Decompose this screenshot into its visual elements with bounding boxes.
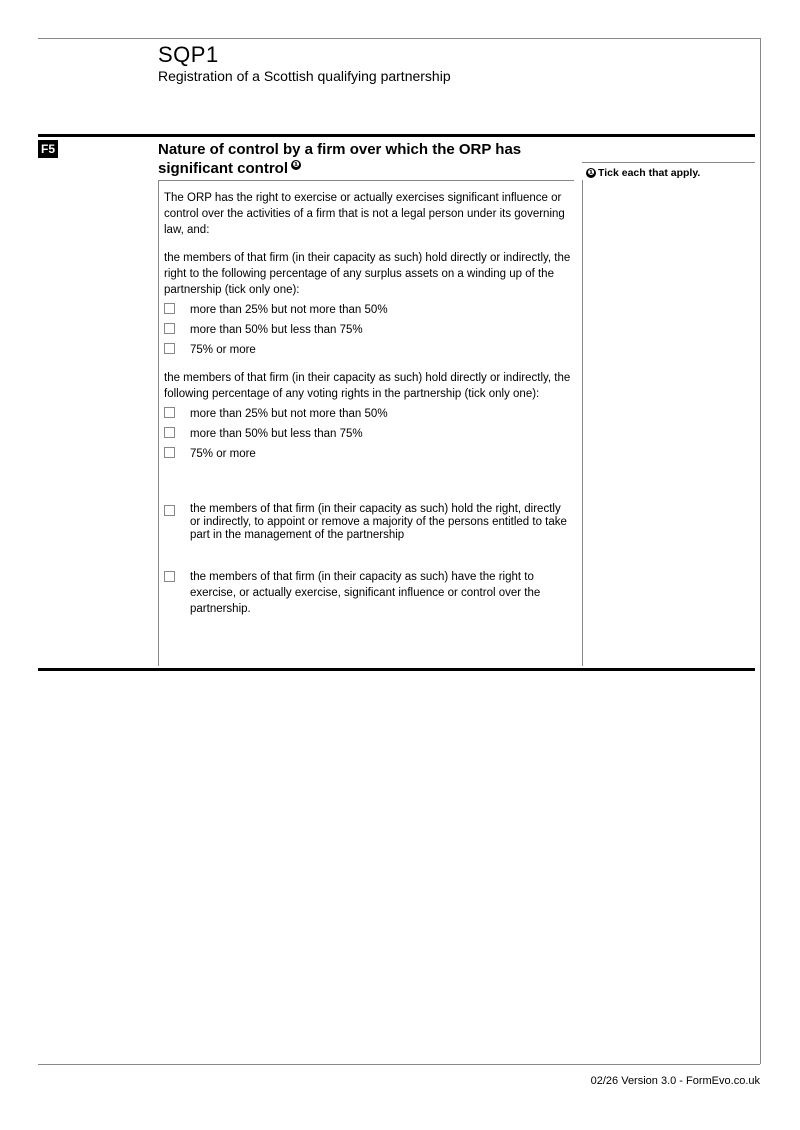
appoint-remove-checkbox[interactable] — [164, 505, 175, 516]
option-label: more than 25% but not more than 50% — [190, 304, 388, 316]
guidance-rule — [582, 162, 755, 163]
content-box-left — [158, 180, 159, 666]
content-box-right — [582, 180, 583, 666]
guidance-note — [586, 167, 700, 179]
surplus-assets-paragraph: the members of that firm (in their capacity as such) hold directly or indirectly, the right to the following percentage of any surplus assets on a winding up of the partnership (tick only one): — [164, 252, 571, 296]
section-top-rule — [38, 134, 755, 137]
surplus-75-plus-checkbox[interactable] — [164, 343, 175, 354]
influence-control-option[interactable] — [164, 569, 574, 617]
top-rule — [38, 38, 760, 39]
influence-control-checkbox[interactable] — [164, 571, 175, 582]
voting-25-50-checkbox[interactable] — [164, 407, 175, 418]
voting-50-75-checkbox[interactable] — [164, 427, 175, 438]
footer-version: 02/26 Version 3.0 - FormEvo.co.uk — [590, 1075, 760, 1087]
option-label: more than 50% but less than 75% — [190, 324, 363, 336]
surplus-25-50-checkbox[interactable] — [164, 303, 175, 314]
surplus-50-75-checkbox[interactable] — [164, 323, 175, 334]
section-heading — [158, 140, 538, 178]
info-icon: ❶ — [292, 160, 300, 169]
bottom-rule — [38, 1064, 760, 1065]
voting-rights-paragraph: the members of that firm (in their capacity as such) hold directly or indirectly, the following percentage of any voting rights in the partnership (tick only one): — [164, 372, 571, 400]
section-badge: F5 — [38, 140, 58, 158]
influence-control-text: the members of that firm (in their capacity as such) have the right to exercise, or actually exercise, significant influence or control over the partnership. — [190, 571, 541, 615]
option-label: 75% or more — [190, 344, 256, 356]
right-rule — [760, 38, 761, 1064]
form-title: Registration of a Scottish qualifying partnership — [158, 68, 451, 84]
voting-75-plus-checkbox[interactable] — [164, 447, 175, 458]
guidance-text: Tick each that apply. — [598, 167, 701, 179]
option-label: 75% or more — [190, 448, 256, 460]
intro-paragraph: The ORP has the right to exercise or actually exercises significant influence or control over the activities of a firm that is not a legal person under its governing law, and: — [164, 192, 565, 236]
content-box-top — [158, 180, 574, 181]
info-icon: ❶ — [587, 168, 595, 177]
option-label: more than 25% but not more than 50% — [190, 408, 388, 420]
section-heading-text: Nature of control by a firm over which the ORP has significant control — [158, 141, 522, 177]
section-bottom-rule — [38, 668, 755, 671]
appoint-remove-text: the members of that firm (in their capacity as such) hold the right, directly or indirectly, to appoint or remove a majority of the persons entitled to take part in the management of the partnership — [190, 503, 567, 541]
appoint-remove-option[interactable] — [164, 503, 574, 542]
form-code: SQP1 — [158, 42, 219, 67]
option-label: more than 50% but less than 75% — [190, 428, 363, 440]
